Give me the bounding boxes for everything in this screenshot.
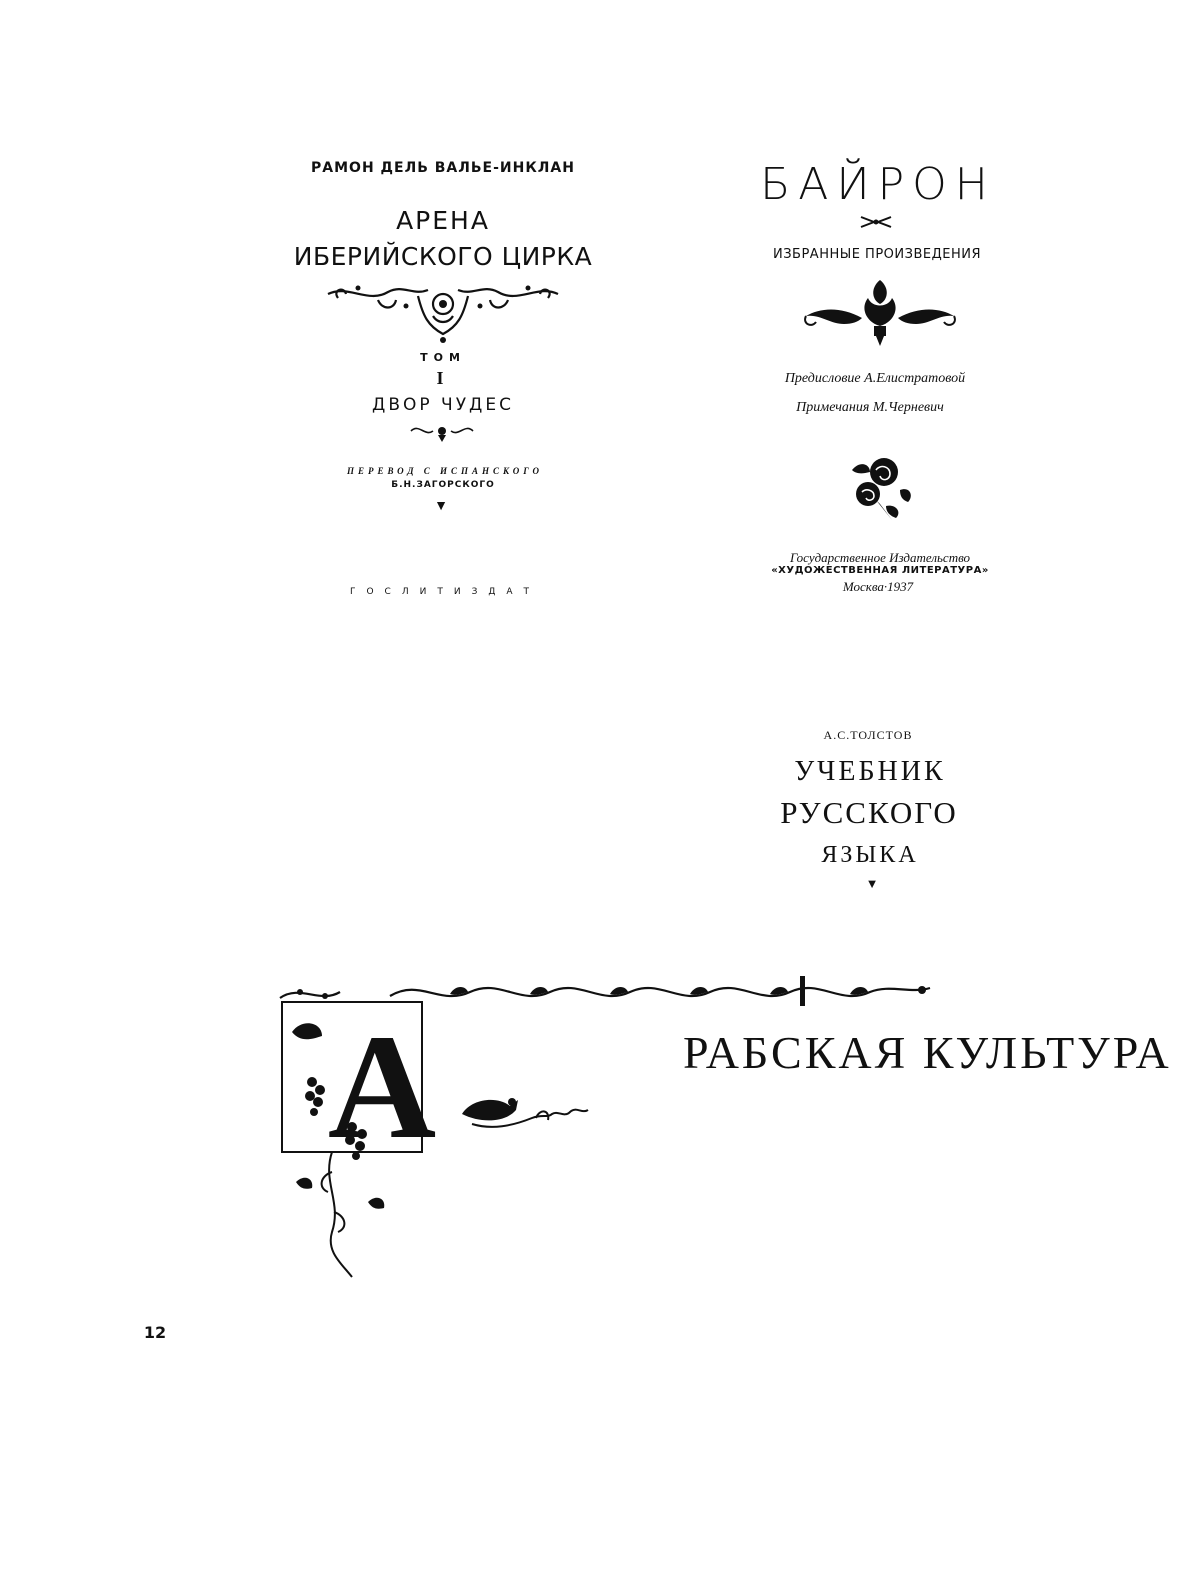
title-line-1: АРЕНА [396, 206, 490, 235]
leaf-mark: ▼ [865, 876, 879, 891]
author-name: РАМОН ДЕЛЬ ВАЛЬЕ-ИНКЛАН [311, 160, 575, 176]
title: БАЙРОН [760, 159, 996, 210]
volume-number: I [436, 368, 444, 388]
preface-credit: Предисловие А.Елистратовой [784, 371, 966, 386]
title-line-3: ЯЗЫКА [821, 842, 919, 868]
scroll-ornament [318, 276, 568, 346]
small-ornament [409, 423, 475, 443]
author-name: А.С.ТОЛСТОВ [823, 728, 913, 742]
volume-label: ТОМ [420, 351, 466, 364]
notes-credit: Примечания М.Черневич [796, 400, 944, 415]
small-ornament [859, 215, 893, 229]
leaf-mark-1: ▼ [434, 499, 448, 514]
title-line-2: ИБЕРИЙСКОГО ЦИРКА [293, 242, 593, 271]
translation-line-2: Б.Н.ЗАГОРСКОГО [391, 480, 495, 490]
bird-vignette [452, 1088, 592, 1134]
publisher-line-2: «ХУДОЖЕСТВЕННАЯ ЛИТЕРАТУРА» [771, 565, 989, 576]
rose-vignette [846, 450, 916, 522]
subtitle: ДВОР ЧУДЕС [372, 395, 514, 415]
page-number: 12 [143, 1323, 167, 1342]
publisher: ГОСЛИТИЗДАТ [349, 587, 541, 597]
title-line-2: РУССКОГО [780, 795, 958, 830]
publisher-line-1: Государственное Издательство [789, 550, 971, 565]
subtitle: ИЗБРАННЫЕ ПРОИЗВЕДЕНИЯ [772, 247, 982, 262]
headpiece-title: РАБСКАЯ КУЛЬТУРА [683, 1027, 1172, 1078]
city-year: Москва·1937 [842, 579, 914, 594]
drop-cap-initial: А [327, 1004, 437, 1170]
title-line-1: УЧЕБНИК [794, 756, 946, 787]
translation-line-1: ПЕРЕВОД С ИСПАНСКОГО [346, 466, 544, 476]
acanthus-ornament [800, 278, 960, 348]
